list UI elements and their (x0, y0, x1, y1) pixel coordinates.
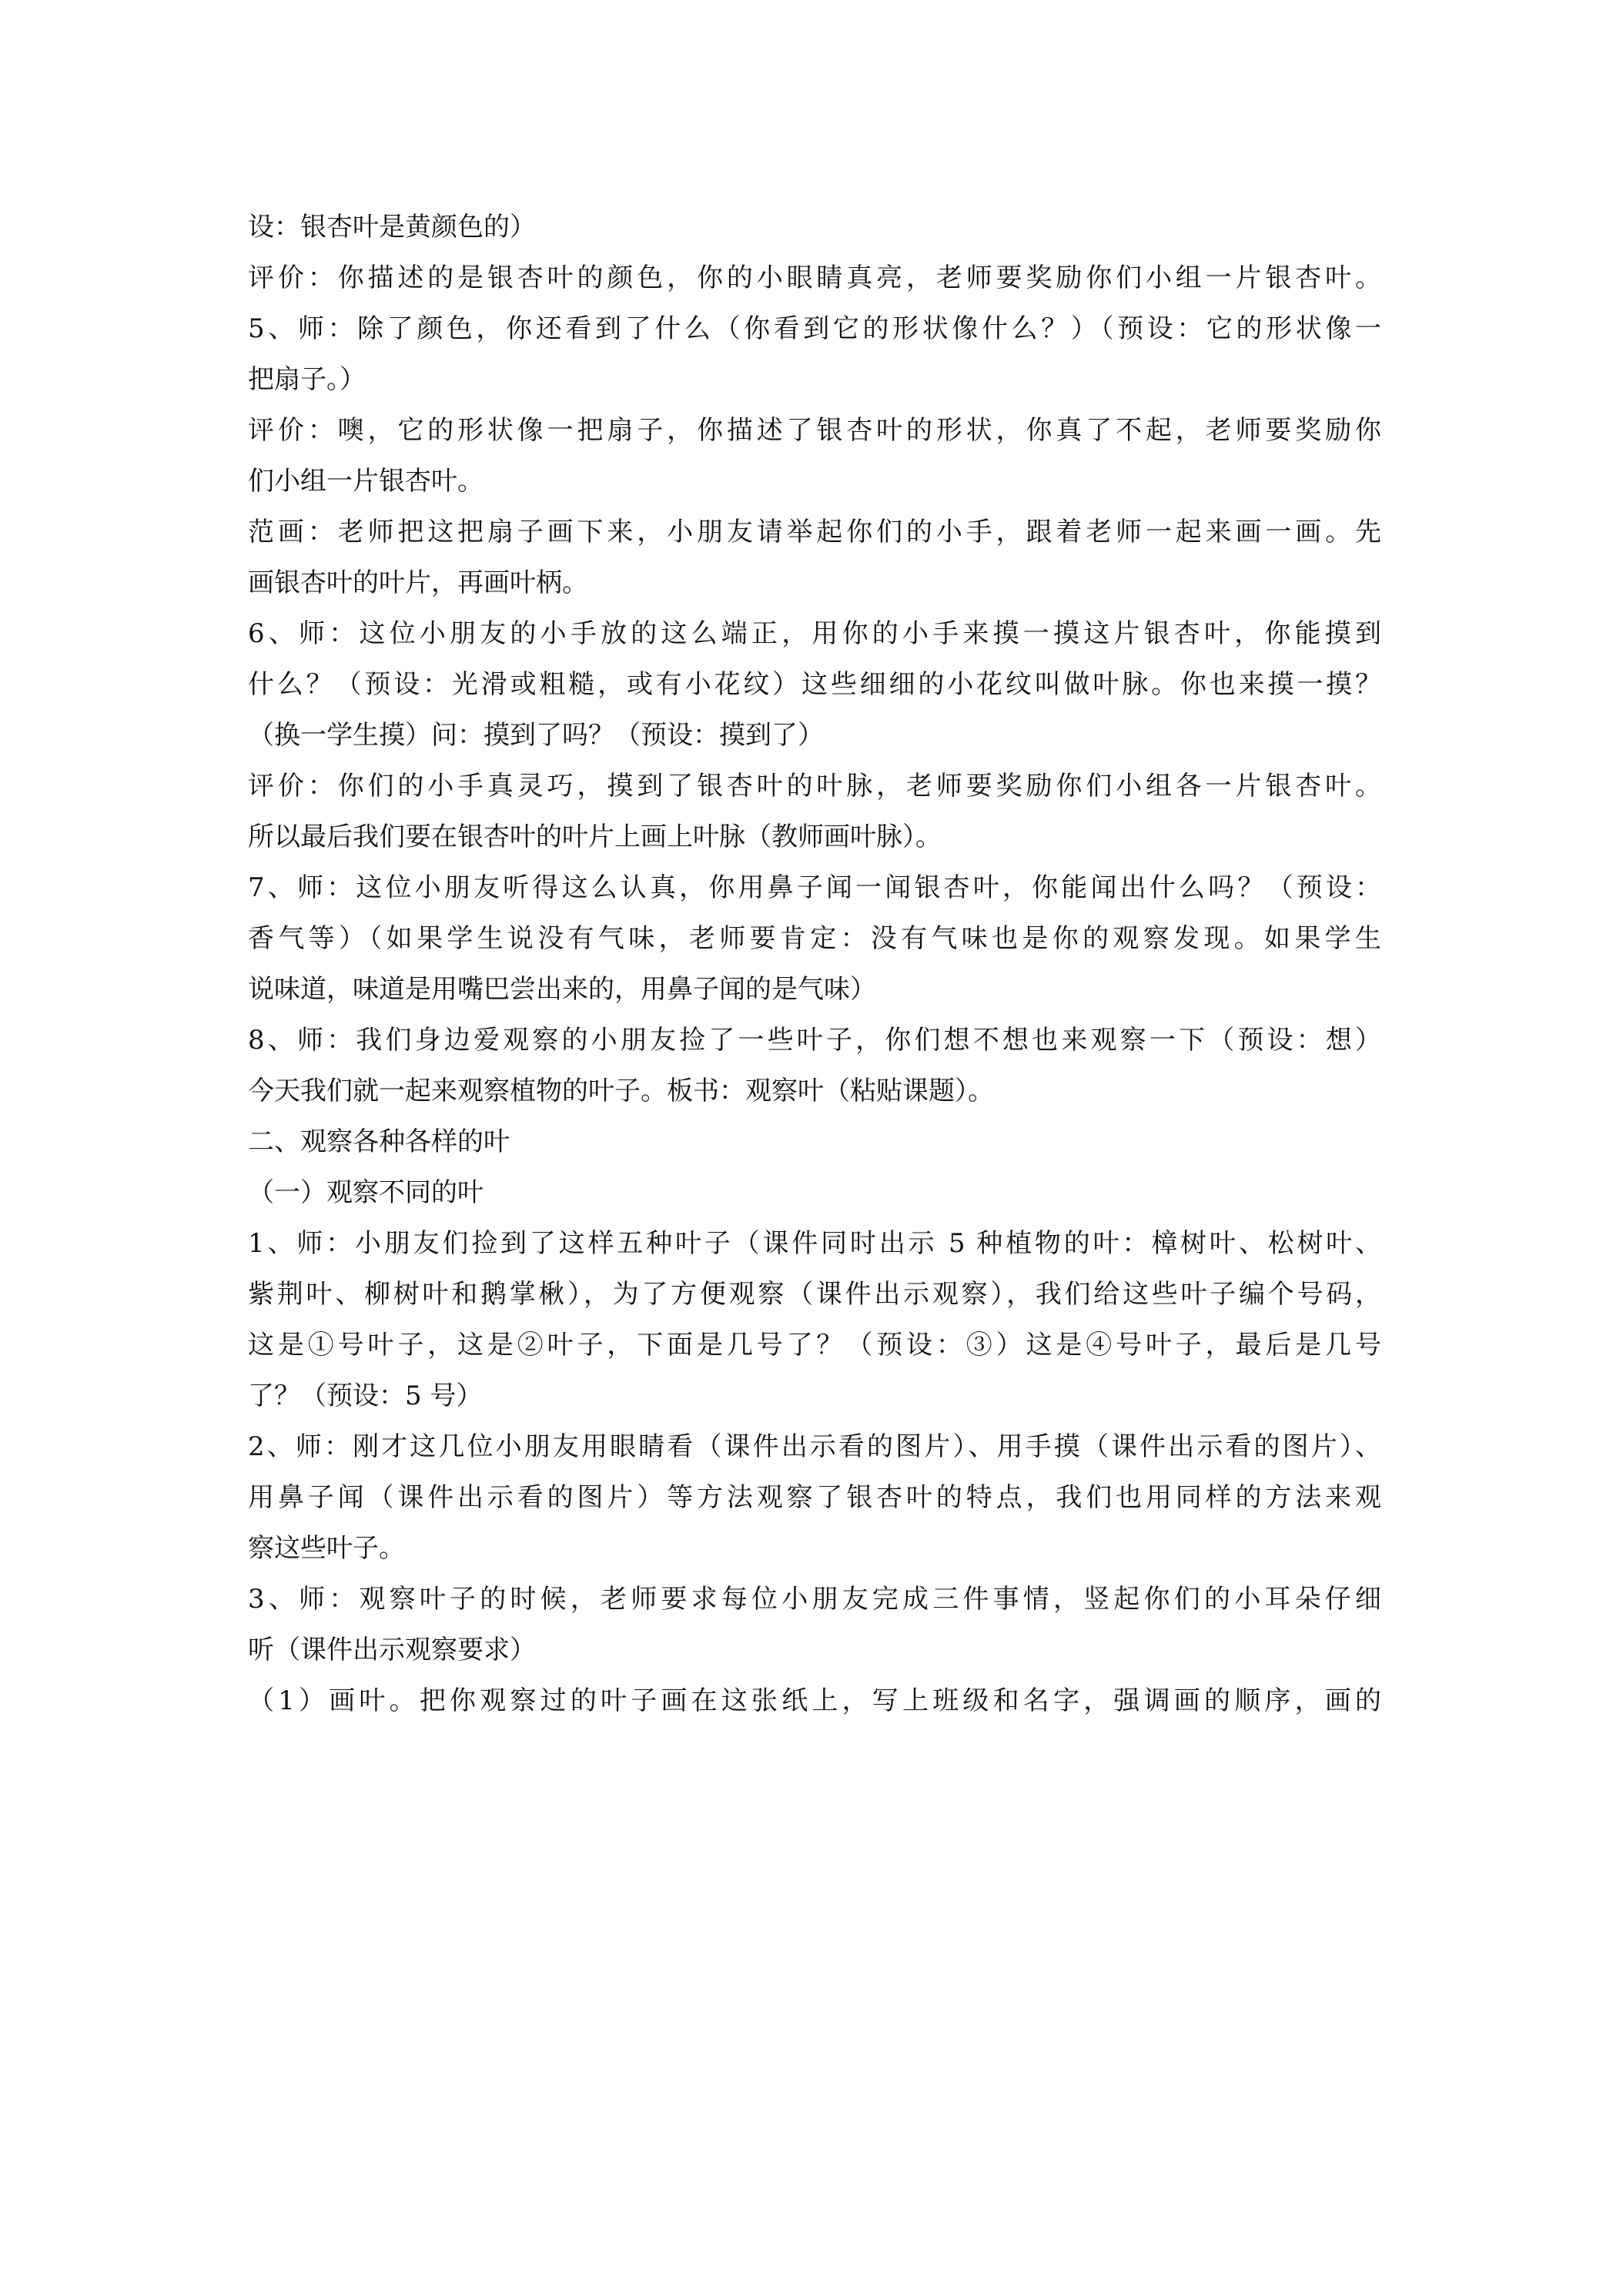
text-line: 8、师：我们身边爱观察的小朋友捡了一些叶子，你们想不想也来观察一下（预设：想） (248, 1025, 1381, 1056)
text-line: 6、师：这位小朋友的小手放的这么端正，用你的小手来摸一摸这片银杏叶，你能摸到 (248, 618, 1381, 649)
text-line: 设：银杏叶是黄颜色的） (248, 212, 536, 243)
text-line: 听（课件出示观察要求） (248, 1635, 536, 1665)
text-line: （换一学生摸）问：摸到了吗？（预设：摸到了） (248, 720, 824, 751)
text-line: 3、师：观察叶子的时候，老师要求每位小朋友完成三件事情，竖起你们的小耳朵仔细 (248, 1584, 1381, 1615)
text-line: 1、师：小朋友们捡到了这样五种叶子（课件同时出示 5 种植物的叶：樟树叶、松树叶、 (248, 1228, 1381, 1259)
text-line: （一）观察不同的叶 (248, 1177, 484, 1208)
text-line: 评价：你们的小手真灵巧，摸到了银杏叶的叶脉，老师要奖励你们小组各一片银杏叶。 (248, 771, 1381, 802)
text-line: 了？（预设：5 号） (248, 1381, 483, 1411)
text-line: （1）画叶。把你观察过的叶子画在这张纸上，写上班级和名字，强调画的顺序，画的 (248, 1685, 1381, 1716)
text-line: 察这些叶子。 (248, 1533, 405, 1564)
text-line: 范画：老师把这把扇子画下来，小朋友请举起你们的小手，跟着老师一起来画一画。先 (248, 517, 1381, 547)
text-line: 香气等）（如果学生说没有气味，老师要肯定：没有气味也是你的观察发现。如果学生 (248, 923, 1381, 954)
text-line: 2、师：刚才这几位小朋友用眼睛看（课件出示看的图片）、用手摸（课件出示看的图片）、 (248, 1431, 1381, 1462)
text-line: 评价：噢，它的形状像一把扇子，你描述了银杏叶的形状，你真了不起，老师要奖励你 (248, 415, 1381, 446)
text-line: 用鼻子闻（课件出示看的图片）等方法观察了银杏叶的特点，我们也用同样的方法来观 (248, 1482, 1381, 1513)
text-line: 什么？（预设：光滑或粗糙，或有小花纹）这些细细的小花纹叫做叶脉。你也来摸一摸？ (248, 669, 1381, 700)
text-line: 画银杏叶的叶片，再画叶柄。 (248, 567, 588, 598)
text-line: 所以最后我们要在银杏叶的叶片上画上叶脉（教师画叶脉）。 (248, 822, 942, 852)
text-line: 二、观察各种各样的叶 (248, 1126, 510, 1157)
document-body (248, 202, 1381, 1726)
text-line: 评价：你描述的是银杏叶的颜色，你的小眼睛真亮，老师要奖励你们小组一片银杏叶。 (248, 263, 1381, 293)
text-line: 说味道，味道是用嘴巴尝出来的，用鼻子闻的是气味） (248, 974, 876, 1005)
text-line: 今天我们就一起来观察植物的叶子。板书：观察叶（粘贴课题）。 (248, 1076, 994, 1106)
text-line: 7、师：这位小朋友听得这么认真，你用鼻子闻一闻银杏叶，你能闻出什么吗？（预设： (248, 872, 1381, 903)
text-line: 这是①号叶子，这是②叶子，下面是几号了？（预设：③）这是④号叶子，最后是几号 (248, 1330, 1381, 1361)
text-line: 们小组一片银杏叶。 (248, 466, 484, 497)
text-line: 把扇子。） (248, 364, 366, 395)
text-line: 紫荆叶、柳树叶和鹅掌楸），为了方便观察（课件出示观察），我们给这些叶子编个号码， (248, 1279, 1381, 1310)
text-line: 5、师：除了颜色，你还看到了什么（你看到它的形状像什么？）（预设：它的形状像一 (248, 313, 1381, 344)
